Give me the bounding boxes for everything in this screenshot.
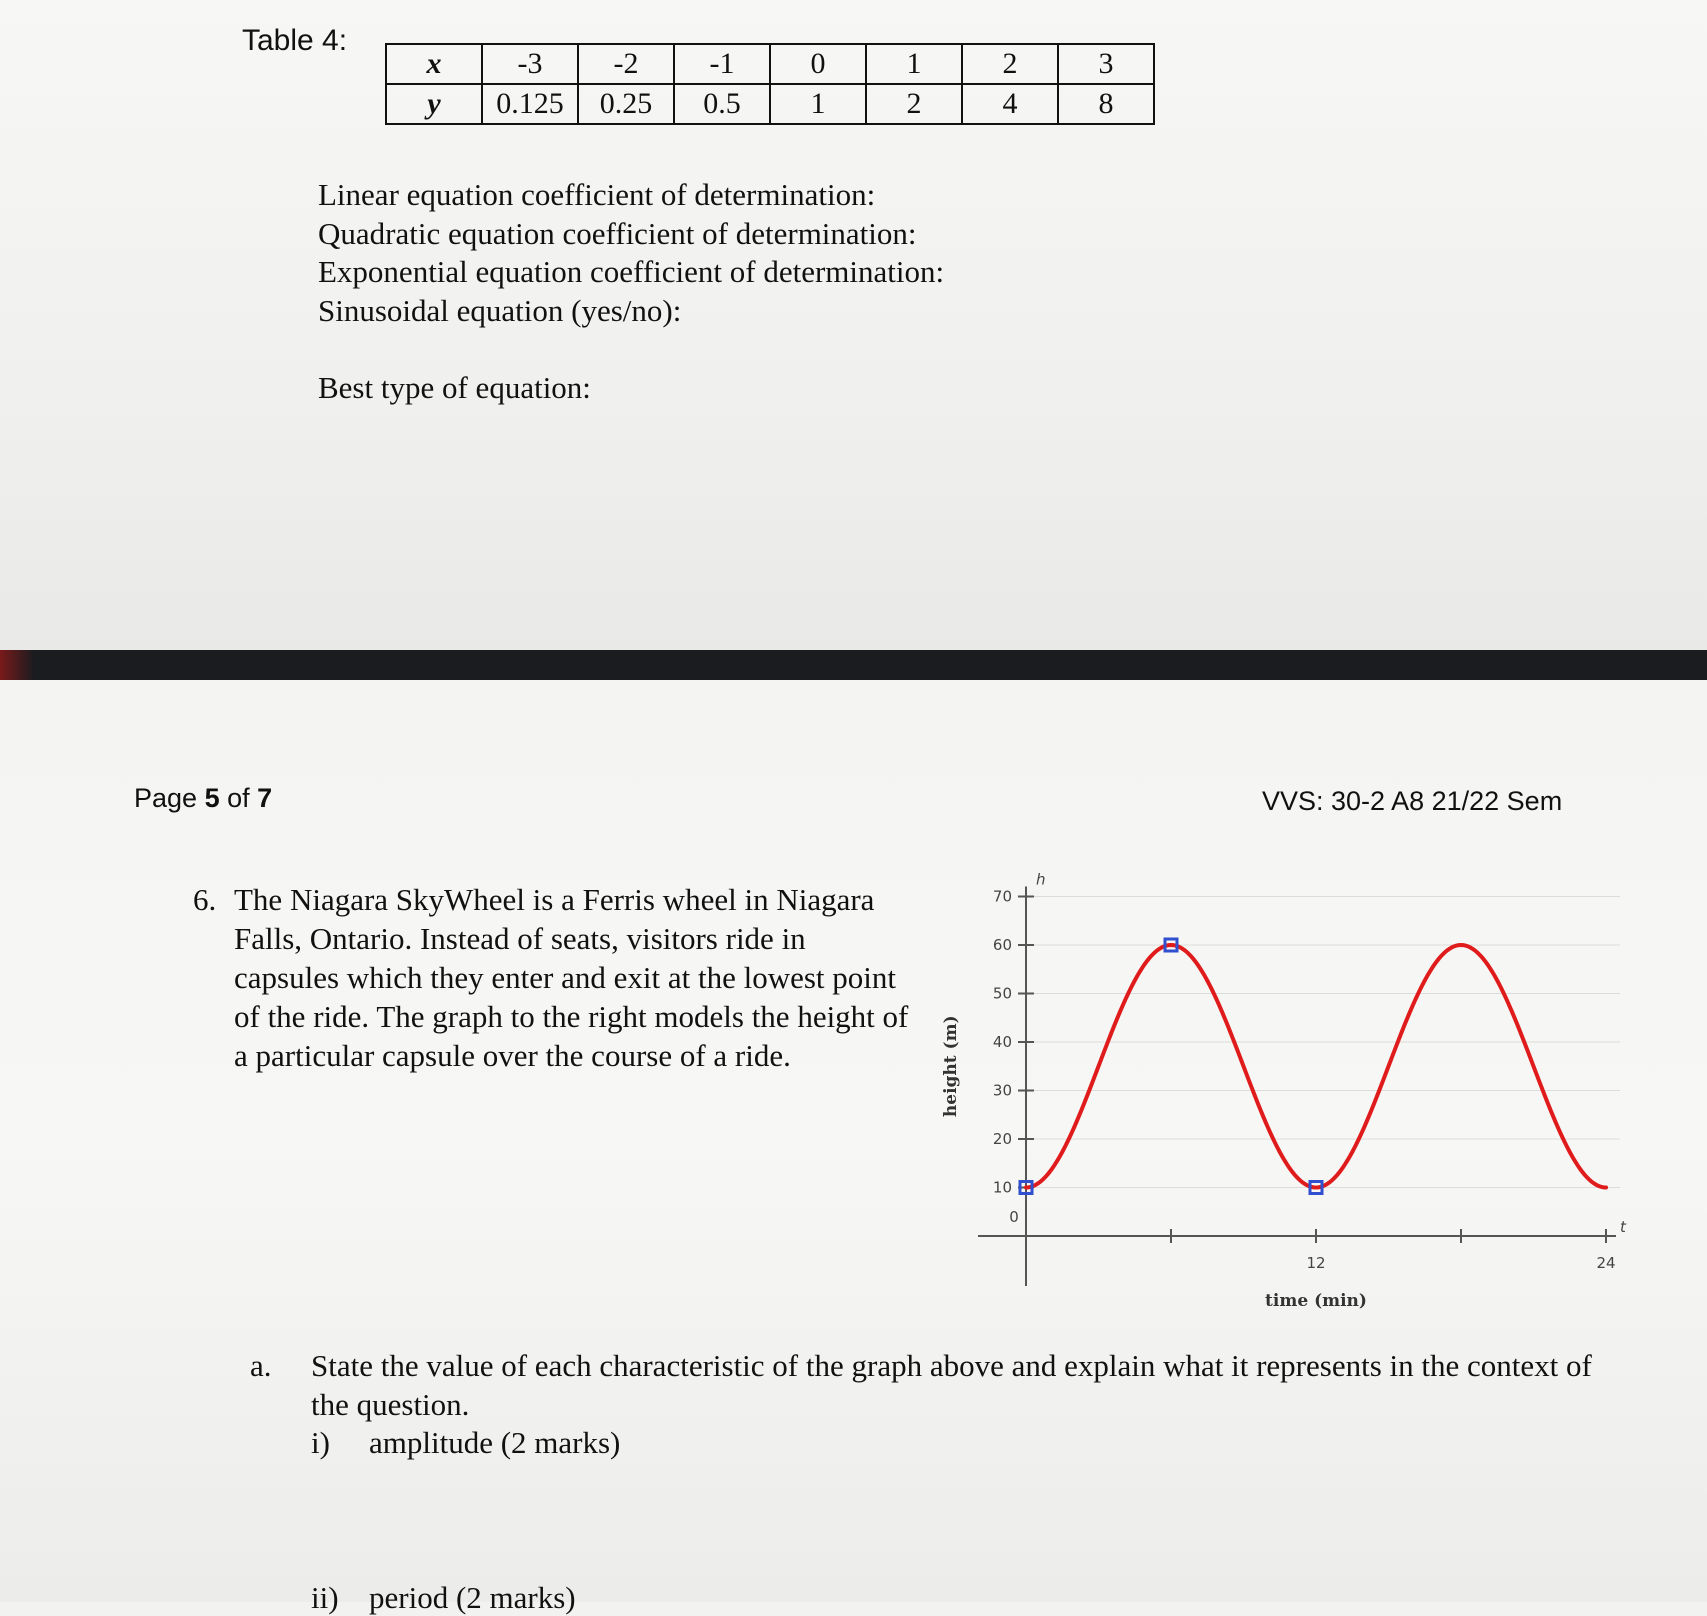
part-a-label: a. (250, 1348, 272, 1383)
table-cell: 3 (1058, 44, 1154, 84)
regression-prompts (318, 176, 944, 330)
table-cell: 0.25 (578, 84, 674, 124)
part-a-ii-label: ii) (311, 1580, 339, 1615)
course-code: VVS: 30-2 A8 21/22 Sem (1262, 786, 1563, 816)
y-tick-label: 20 (992, 1130, 1012, 1148)
table-cell: -2 (578, 44, 674, 84)
table-header-y: y (386, 84, 482, 124)
linear-prompt: Linear equation coefficient of determination: (318, 177, 876, 212)
graph-curve (1026, 945, 1606, 1188)
y-tick-label: 30 (992, 1081, 1012, 1100)
part-a-text: State the value of each characteristic of the graph above and explain what it represents in the context of the question. (311, 1348, 1592, 1422)
y-tick-label: 50 (992, 984, 1012, 1003)
table-row-x (386, 44, 1154, 84)
x-tick-label: 24 (1596, 1254, 1616, 1272)
table-header-x: x (386, 44, 482, 84)
part-a-i-text: amplitude (2 marks) (369, 1425, 621, 1460)
table-cell: 0.125 (482, 84, 578, 124)
y-axis-variable: h (1036, 870, 1046, 889)
table-4-label: Table 4: (242, 24, 348, 57)
part-a-ii (311, 1580, 576, 1616)
height-curve (1026, 945, 1606, 1188)
table-cell: 2 (962, 44, 1058, 84)
page-divider (0, 650, 1707, 680)
table-cell: -3 (482, 44, 578, 84)
table-cell: -1 (674, 44, 770, 84)
table-cell: 1 (866, 44, 962, 84)
page-mid: of (219, 783, 258, 813)
quadratic-prompt: Quadratic equation coefficient of determination: (318, 215, 917, 251)
table-4 (385, 43, 1155, 125)
table-cell: 1 (770, 84, 866, 124)
origin-label: 0 (1009, 1208, 1019, 1226)
y-tick-label: 10 (992, 1178, 1012, 1197)
table-cell: 2 (866, 84, 962, 124)
question-text: The Niagara SkyWheel is a Ferris wheel in Niagara Falls, Ontario. Instead of seats, visitors ride in capsules which they enter and exit at the lowest point of the ride. The graph to the right models the height of a particular capsule over the course of a ride. (234, 882, 909, 1073)
table-cell: 0 (770, 44, 866, 84)
question-6 (193, 880, 913, 1075)
table-cell: 8 (1058, 84, 1154, 124)
exponential-prompt: Exponential equation coefficient of determination: (318, 254, 945, 289)
y-axis-title: height (m) (941, 1015, 961, 1118)
graph-axes (978, 887, 1616, 1287)
y-tick-label: 60 (992, 936, 1012, 954)
x-axis-title: time (min) (1265, 1291, 1367, 1311)
part-a-ii-text: period (2 marks) (369, 1580, 576, 1615)
graph-markers (1020, 939, 1322, 1194)
page-current: 5 (204, 783, 220, 813)
part-a-i (311, 1425, 620, 1461)
table-cell: 0.5 (674, 84, 770, 124)
table-row-y (386, 84, 1154, 124)
x-tick-label: 12 (1306, 1254, 1326, 1272)
y-tick-label: 70 (992, 887, 1012, 906)
sinusoidal-prompt: Sinusoidal equation (yes/no): (318, 292, 682, 328)
graph-grid (1026, 897, 1620, 1188)
divider-shadow (0, 650, 34, 680)
page-prefix: Page (134, 783, 205, 813)
question-number: 6. (193, 882, 217, 917)
y-tick-label: 40 (992, 1033, 1012, 1051)
page-total: 7 (257, 783, 273, 813)
page-number (134, 783, 272, 814)
table-cell: 4 (962, 84, 1058, 124)
x-axis-variable: t (1620, 1218, 1626, 1236)
height-time-graph (930, 870, 1626, 1320)
part-a-i-label: i) (311, 1425, 330, 1460)
best-equation-prompt: Best type of equation: (318, 370, 591, 405)
